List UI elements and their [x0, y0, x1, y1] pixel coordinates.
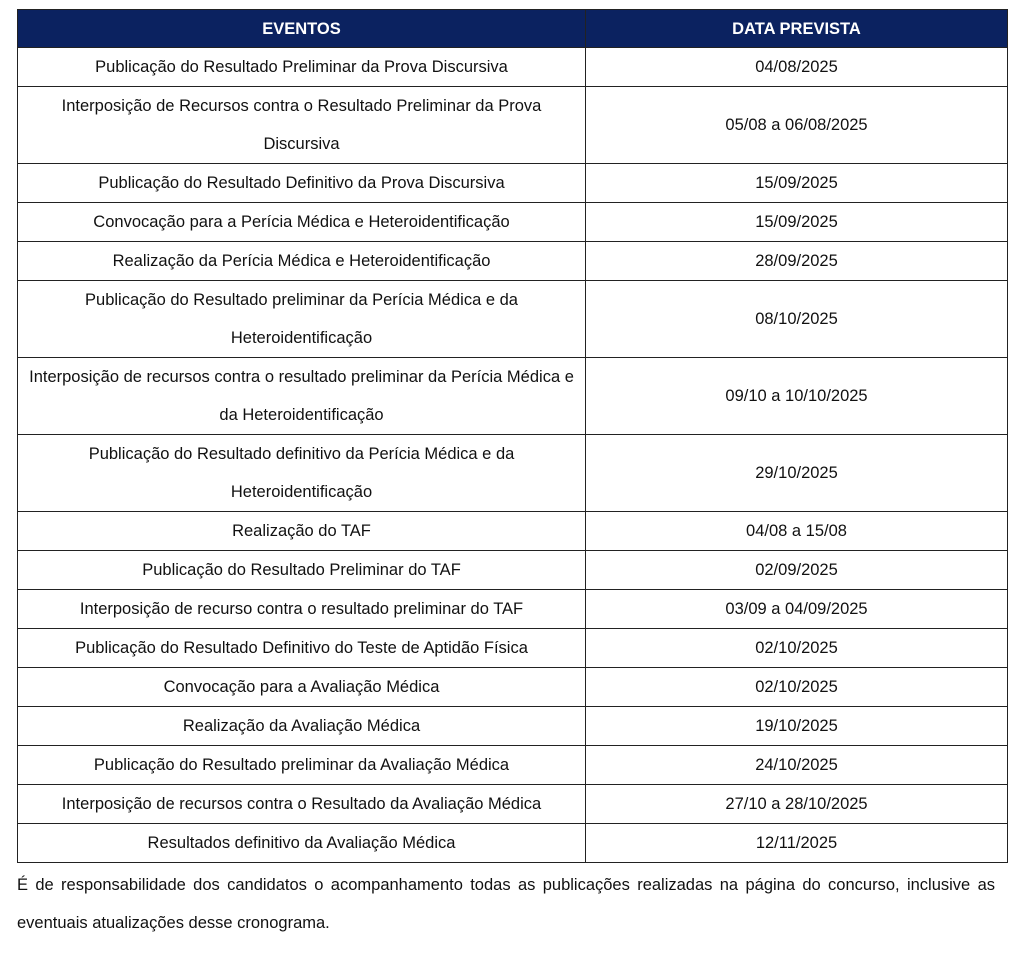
event-cell: Interposição de Recursos contra o Resultado Preliminar da Prova Discursiva	[18, 87, 586, 164]
table-row	[18, 435, 1008, 512]
event-cell: Publicação do Resultado preliminar da Avaliação Médica	[18, 746, 586, 785]
event-cell: Resultados definitivo da Avaliação Médica	[18, 824, 586, 863]
table-row	[18, 87, 1008, 164]
header-eventos: EVENTOS	[18, 10, 586, 48]
table-row	[18, 48, 1008, 87]
event-cell: Publicação do Resultado definitivo da Perícia Médica e da Heteroidentificação	[18, 435, 586, 512]
event-cell: Interposição de recursos contra o resultado preliminar da Perícia Médica e da Heteroidentificação	[18, 358, 586, 435]
date-cell: 15/09/2025	[586, 203, 1008, 242]
event-cell: Realização do TAF	[18, 512, 586, 551]
event-cell: Publicação do Resultado Definitivo do Teste de Aptidão Física	[18, 629, 586, 668]
table-row	[18, 242, 1008, 281]
event-cell: Interposição de recursos contra o Resultado da Avaliação Médica	[18, 785, 586, 824]
schedule-table	[17, 9, 1008, 863]
date-cell: 05/08 a 06/08/2025	[586, 87, 1008, 164]
event-cell: Convocação para a Avaliação Médica	[18, 668, 586, 707]
table-header-row	[18, 10, 1008, 48]
event-cell: Realização da Avaliação Médica	[18, 707, 586, 746]
table-row	[18, 785, 1008, 824]
event-cell: Publicação do Resultado preliminar da Perícia Médica e da Heteroidentificação	[18, 281, 586, 358]
header-data-prevista: DATA PREVISTA	[586, 10, 1008, 48]
date-cell: 28/09/2025	[586, 242, 1008, 281]
table-row	[18, 824, 1008, 863]
date-cell: 15/09/2025	[586, 164, 1008, 203]
date-cell: 04/08/2025	[586, 48, 1008, 87]
date-cell: 02/10/2025	[586, 629, 1008, 668]
event-cell: Interposição de recurso contra o resultado preliminar do TAF	[18, 590, 586, 629]
table-row	[18, 203, 1008, 242]
date-cell: 04/08 a 15/08	[586, 512, 1008, 551]
date-cell: 02/10/2025	[586, 668, 1008, 707]
date-cell: 12/11/2025	[586, 824, 1008, 863]
table-row	[18, 668, 1008, 707]
event-cell: Realização da Perícia Médica e Heteroidentificação	[18, 242, 586, 281]
date-cell: 19/10/2025	[586, 707, 1008, 746]
date-cell: 24/10/2025	[586, 746, 1008, 785]
table-row	[18, 590, 1008, 629]
table-row	[18, 164, 1008, 203]
table-row	[18, 551, 1008, 590]
table-row	[18, 629, 1008, 668]
event-cell: Convocação para a Perícia Médica e Heteroidentificação	[18, 203, 586, 242]
date-cell: 03/09 a 04/09/2025	[586, 590, 1008, 629]
date-cell: 08/10/2025	[586, 281, 1008, 358]
date-cell: 02/09/2025	[586, 551, 1008, 590]
table-row	[18, 512, 1008, 551]
event-cell: Publicação do Resultado Preliminar do TAF	[18, 551, 586, 590]
table-row	[18, 358, 1008, 435]
date-cell: 09/10 a 10/10/2025	[586, 358, 1008, 435]
table-row	[18, 707, 1008, 746]
event-cell: Publicação do Resultado Definitivo da Prova Discursiva	[18, 164, 586, 203]
date-cell: 27/10 a 28/10/2025	[586, 785, 1008, 824]
table-row	[18, 281, 1008, 358]
responsibility-note: É de responsabilidade dos candidatos o acompanhamento todas as publicações realizadas na página do concurso, inclusive as eventuais atualizações desse cronograma.	[17, 876, 995, 932]
event-cell: Publicação do Resultado Preliminar da Prova Discursiva	[18, 48, 586, 87]
table-row	[18, 746, 1008, 785]
document	[17, 9, 1007, 959]
date-cell: 29/10/2025	[586, 435, 1008, 512]
